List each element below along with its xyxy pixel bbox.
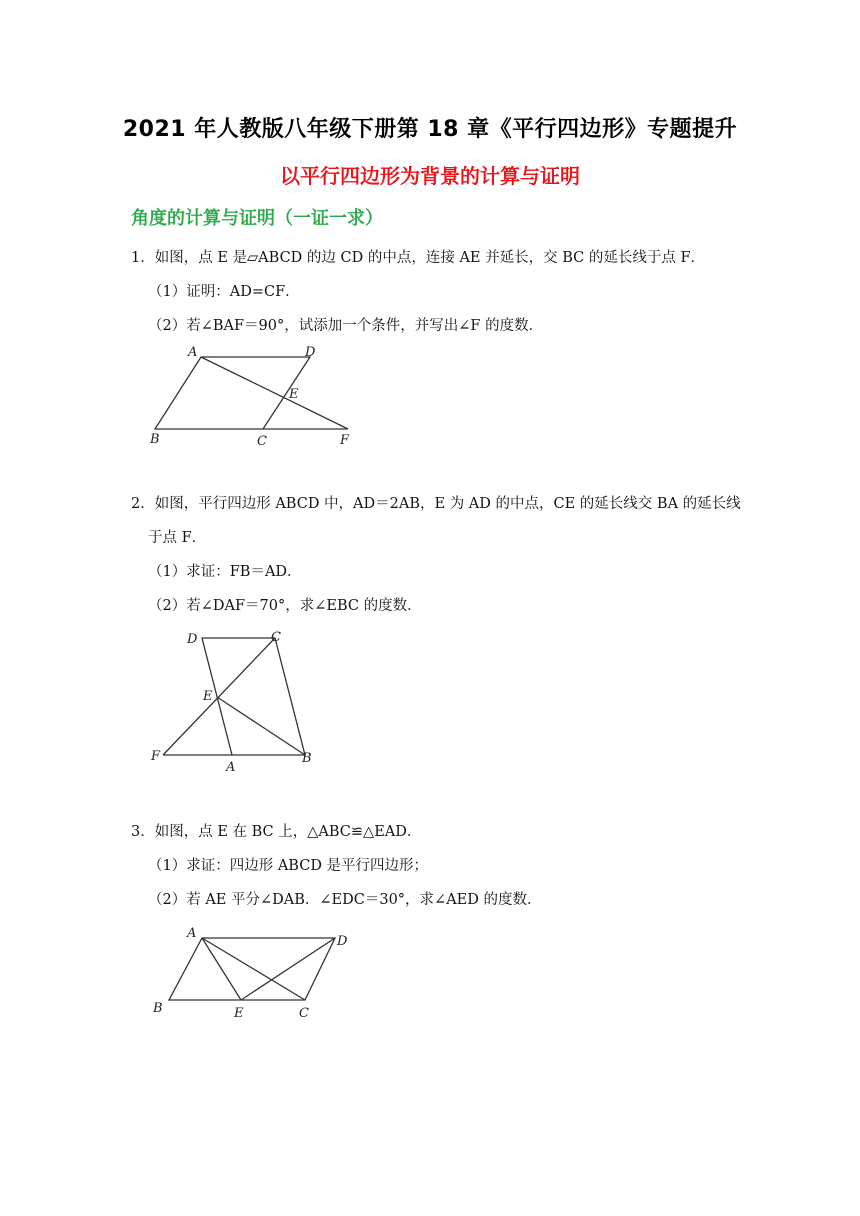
line-ae	[202, 938, 241, 1000]
question-1-part-1: （1）证明：AD=CF．	[148, 284, 300, 300]
line-fc	[163, 638, 275, 755]
question-2-stem-line-1: 2．如图，平行四边形 ABCD 中，AD＝2AB，E 为 AD 的中点，CE 的延长线交 BA 的延长线	[131, 496, 741, 512]
parallelogram-abcd	[169, 938, 335, 1000]
question-3-stem: 3．如图，点 E 在 BC 上，△ABC≌△EAD．	[131, 824, 422, 840]
question-2-figure	[145, 622, 335, 778]
label-b: B	[153, 1001, 163, 1016]
label-a: A	[188, 345, 198, 360]
question-1-part-2: （2）若∠BAF＝90°，试添加一个条件，并写出∠F 的度数．	[148, 318, 544, 334]
label-d: D	[337, 934, 348, 949]
label-e: E	[203, 689, 213, 704]
question-2-stem-line-2: 于点 F．	[148, 530, 207, 546]
question-1-figure	[140, 340, 380, 450]
label-e: E	[234, 1006, 244, 1021]
question-3-part-1: （1）求证：四边形 ABCD 是平行四边形；	[148, 858, 429, 874]
line-ac	[202, 938, 305, 1000]
label-a: A	[187, 926, 197, 941]
parallelogram-abcd	[155, 357, 310, 429]
label-d: D	[187, 632, 198, 647]
question-3-part-2: （2）若 AE 平分∠DAB．∠EDC＝30°，求∠AED 的度数．	[148, 892, 542, 908]
page-subtitle: 以平行四边形为背景的计算与证明	[280, 164, 580, 188]
question-2-part-2: （2）若∠DAF＝70°，求∠EBC 的度数．	[148, 598, 422, 614]
label-c: C	[271, 630, 281, 645]
question-1-stem: 1．如图，点 E 是▱ABCD 的边 CD 的中点，连接 AE 并延长，交 BC 的延长线于点 F．	[131, 250, 706, 266]
label-b: B	[150, 432, 160, 447]
parallelogram-abcd	[202, 638, 305, 755]
label-c: C	[257, 434, 267, 449]
label-e: E	[289, 387, 299, 402]
label-b: B	[302, 751, 312, 766]
question-2-part-1: （1）求证：FB＝AD．	[148, 564, 302, 580]
question-3-figure	[145, 920, 365, 1030]
line-ed	[241, 938, 335, 1000]
page-title: 2021 年人教版八年级下册第 18 章《平行四边形》专题提升	[122, 117, 738, 142]
label-c: C	[299, 1006, 309, 1021]
label-f: F	[151, 749, 161, 764]
label-f: F	[340, 433, 350, 448]
section-heading: 角度的计算与证明（一证一求）	[131, 208, 383, 229]
line-af	[201, 357, 348, 429]
label-d: D	[305, 345, 316, 360]
label-a: A	[226, 760, 236, 775]
